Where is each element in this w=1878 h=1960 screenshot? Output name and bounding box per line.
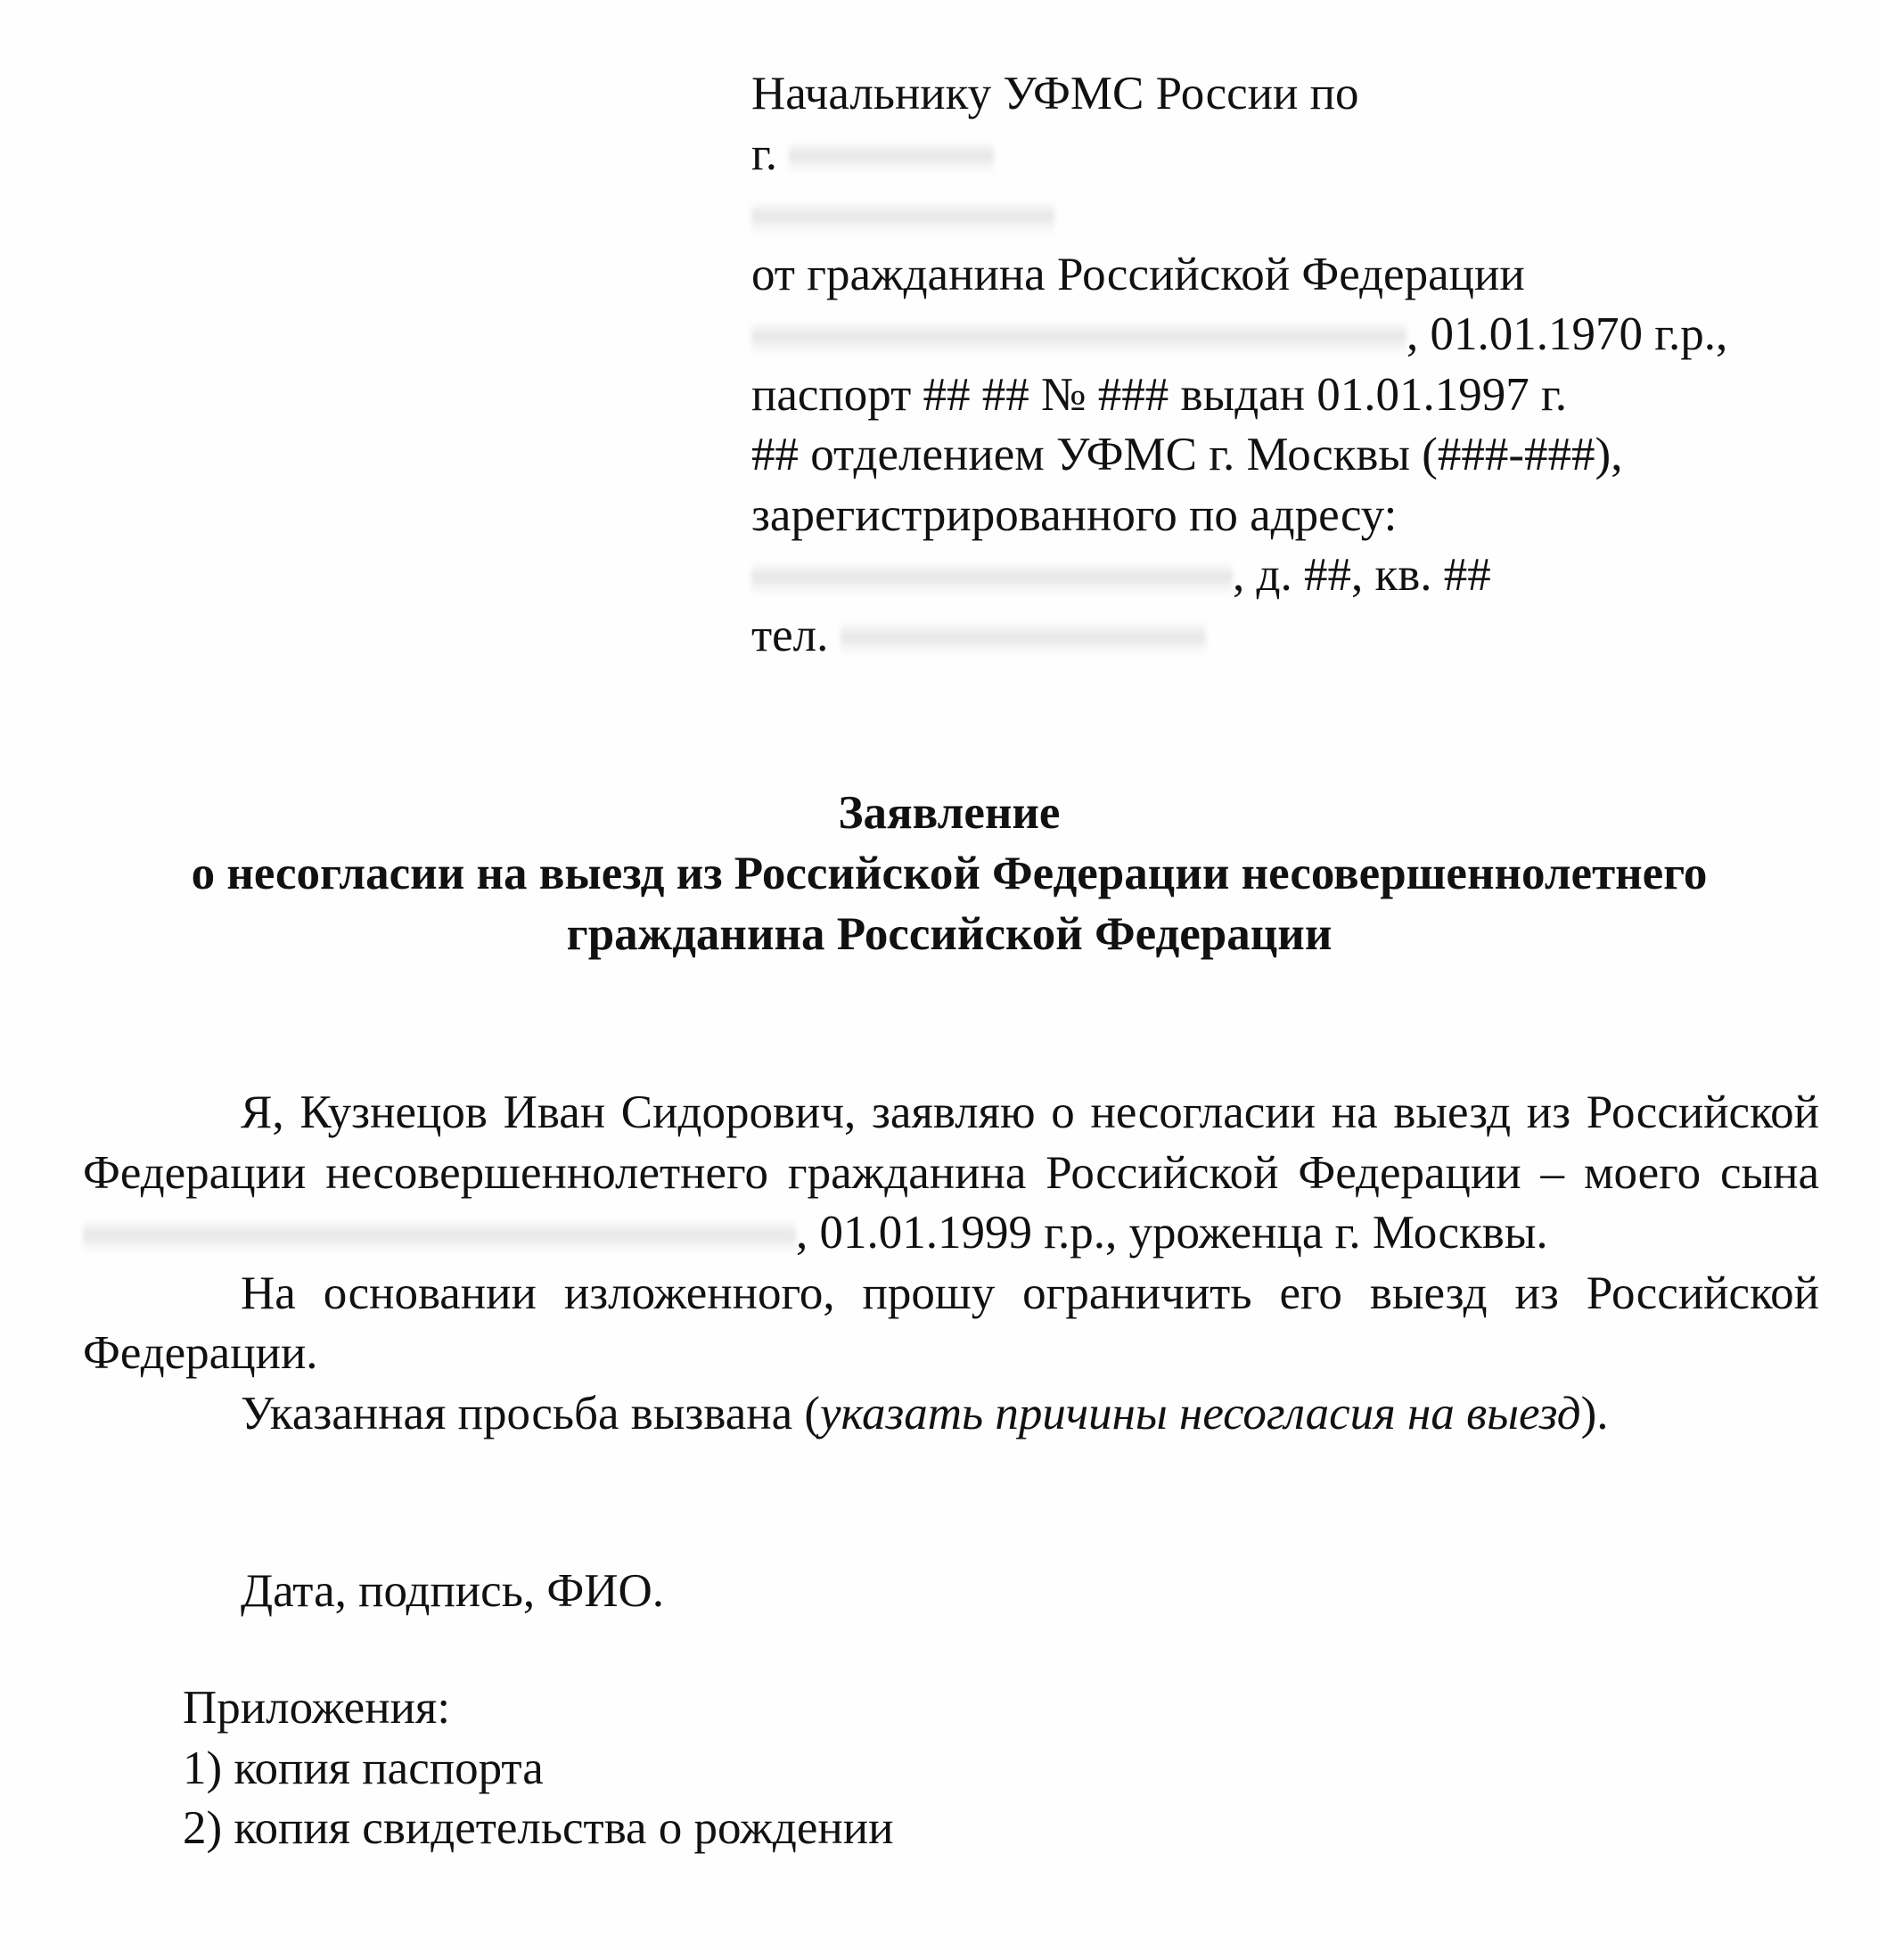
applicant-address bbox=[751, 545, 1821, 606]
attachments-heading: Приложения: bbox=[183, 1682, 451, 1734]
addressee-block bbox=[751, 64, 1821, 666]
applicant-passport: паспорт ## ## № ### выдан 01.01.1997 г. bbox=[751, 368, 1568, 421]
statement-body bbox=[83, 1083, 1819, 1444]
addressee-line-2 bbox=[751, 125, 1821, 185]
paragraph-3-end: ). bbox=[1580, 1387, 1609, 1439]
redacted-address bbox=[751, 562, 1233, 597]
signature-line: Дата, подпись, ФИО. bbox=[241, 1565, 665, 1617]
document-subtitle-line-1: о несогласии на выезд из Российской Федерации несовершеннолетнего bbox=[191, 848, 1708, 899]
applicant-line-2 bbox=[751, 305, 1821, 365]
redacted-son-name bbox=[83, 1219, 796, 1255]
paragraph-3-start: Указанная просьба вызвана ( bbox=[241, 1387, 821, 1439]
redacted-chief-name bbox=[751, 201, 1054, 236]
paragraph-1-start: Я, Кузнецов Иван Сидорович, заявляю о несогласии на выезд из Российской Федерации несовершеннолетнего гражданина Российской Федерации – моего сына bbox=[83, 1087, 1819, 1199]
addressee-line-3 bbox=[751, 185, 1821, 245]
redacted-applicant-name bbox=[751, 321, 1406, 357]
attachments-block bbox=[183, 1678, 893, 1859]
document-title: Заявление bbox=[838, 787, 1061, 839]
statement-paragraph-2: На основании изложенного, прошу ограничить его выезд из Российской Федерации. bbox=[83, 1267, 1819, 1379]
redacted-city bbox=[789, 140, 994, 176]
applicant-passport-issuer: ## отделением УФМС г. Москвы (###-###), bbox=[751, 429, 1623, 480]
attachment-item: 1) копия паспорта bbox=[183, 1742, 544, 1794]
addressee-city-prefix: г. bbox=[751, 127, 778, 180]
paragraph-3-placeholder: указать причины несогласия на выезд bbox=[820, 1387, 1581, 1439]
document-subtitle-line-2: гражданина Российской Федерации bbox=[566, 908, 1333, 960]
applicant-registration-label: зарегистрированного по адресу: bbox=[751, 488, 1398, 541]
addressee-line-1: Начальнику УФМС России по bbox=[751, 68, 1359, 119]
applicant-address-suffix: , д. ##, кв. ## bbox=[1233, 549, 1491, 601]
applicant-phone-prefix: тел. bbox=[751, 609, 829, 661]
statement-paragraph-3 bbox=[83, 1384, 1819, 1445]
applicant-line-1: от гражданина Российской Федерации bbox=[751, 248, 1525, 300]
attachment-item: 2) копия свидетельства о рождении bbox=[183, 1802, 894, 1854]
applicant-phone bbox=[751, 606, 1821, 667]
redacted-phone bbox=[841, 621, 1206, 657]
applicant-birth-date: , 01.01.1970 г.р., bbox=[1406, 308, 1728, 360]
statement-paragraph-1 bbox=[83, 1083, 1819, 1264]
paragraph-1-end: , 01.01.1999 г.р., уроженца г. Москвы. bbox=[796, 1207, 1548, 1259]
